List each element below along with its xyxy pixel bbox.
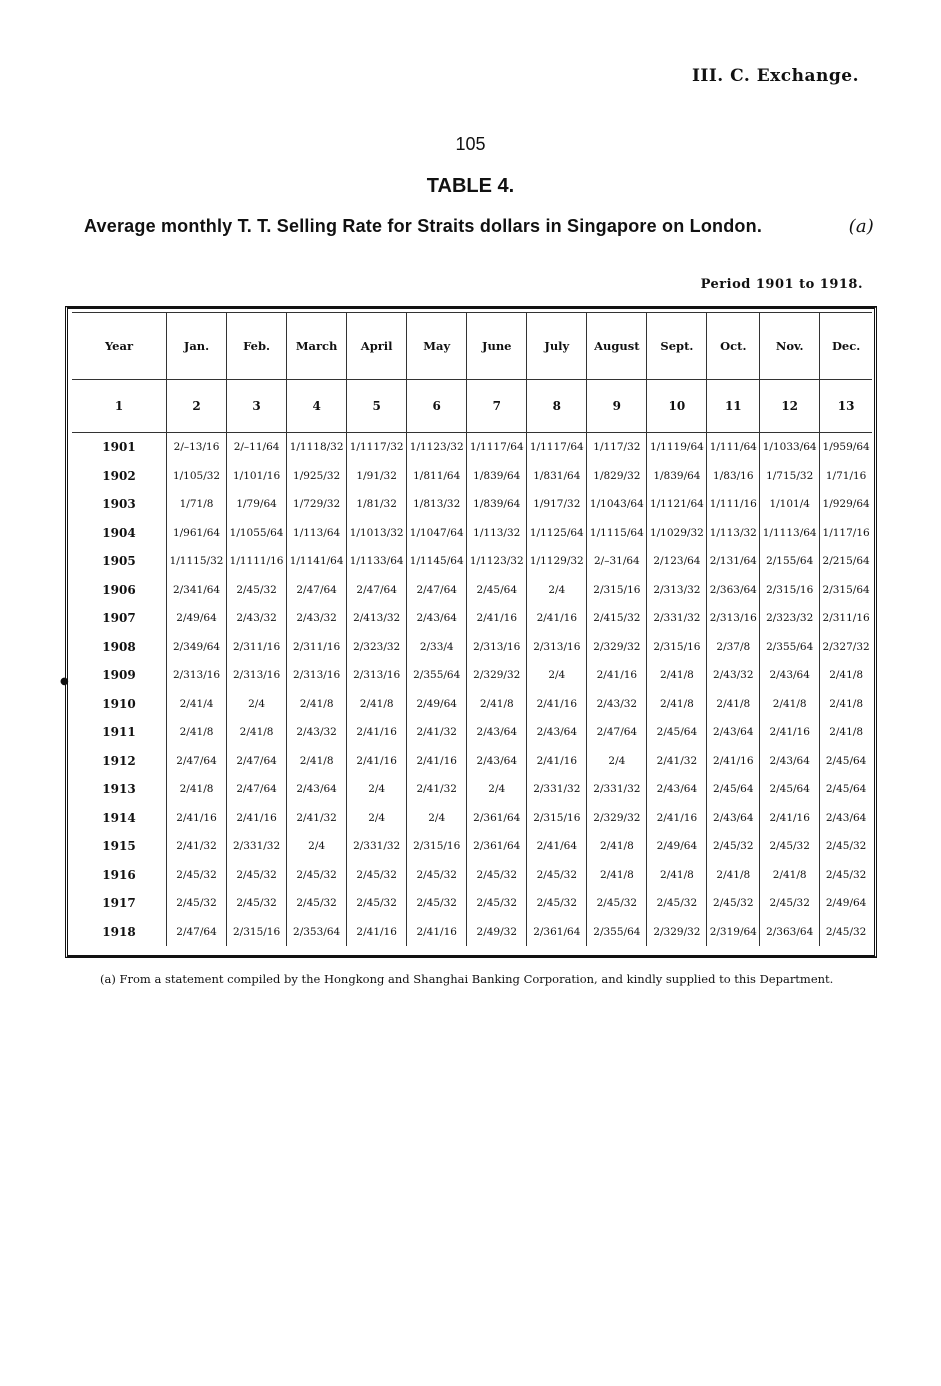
rate-cell: 1/1113/64 — [760, 519, 820, 548]
rate-cell: 2/41/32 — [407, 718, 467, 747]
table-row — [72, 547, 872, 576]
rate-cell: 1/1117/64 — [467, 433, 527, 462]
rate-cell: 2/323/32 — [760, 604, 820, 633]
rate-cell: 2/43/32 — [587, 690, 647, 719]
rate-cell: 2/313/16 — [707, 604, 760, 633]
rate-cell: 2/49/32 — [467, 918, 527, 947]
year-cell: 1904 — [102, 525, 136, 540]
rate-cell: 1/1033/64 — [760, 433, 820, 462]
rate-cell: 2/43/32 — [287, 718, 347, 747]
column-number: 1 — [72, 380, 167, 433]
rate-cell: 1/79/64 — [227, 490, 287, 519]
rate-cell: 2/41/16 — [527, 690, 587, 719]
rate-cell: 2/45/32 — [820, 832, 872, 861]
year-cell: 1905 — [102, 554, 136, 569]
rate-cell: 1/83/16 — [707, 462, 760, 491]
rate-cell: 2/47/64 — [407, 576, 467, 605]
rate-cell: 2/311/16 — [227, 633, 287, 662]
rate-cell: 2/45/64 — [760, 775, 820, 804]
rate-cell: 2/45/32 — [227, 576, 287, 605]
rate-cell: 2/361/64 — [467, 804, 527, 833]
table-row — [72, 690, 872, 719]
table-row — [72, 718, 872, 747]
period-label: Period 1901 to 1918. — [700, 277, 863, 292]
rate-cell: 2/41/8 — [467, 690, 527, 719]
year-cell: 1916 — [102, 867, 136, 882]
table-row — [72, 832, 872, 861]
rate-cell: 2/41/16 — [587, 661, 647, 690]
rate-cell: 2/155/64 — [760, 547, 820, 576]
rate-cell: 2/4 — [527, 661, 587, 690]
rate-cell: 2/49/64 — [820, 889, 872, 918]
rate-cell: 2/45/32 — [467, 861, 527, 890]
rate-cell: 1/917/32 — [527, 490, 587, 519]
rate-cell: 2/45/64 — [647, 718, 707, 747]
rate-cell: 2/41/16 — [347, 747, 407, 776]
column-number: 12 — [760, 380, 820, 433]
rate-cell: 2/41/8 — [820, 690, 872, 719]
year-cell: 1906 — [102, 582, 136, 597]
rate-cell: 2/331/32 — [347, 832, 407, 861]
rate-cell: 1/1029/32 — [647, 519, 707, 548]
year-cell: 1902 — [102, 468, 136, 483]
rate-cell: 2/341/64 — [167, 576, 227, 605]
rate-cell: 2/327/32 — [820, 633, 872, 662]
year-cell: 1913 — [102, 782, 136, 797]
rate-cell: 2/319/64 — [707, 918, 760, 947]
column-number: 5 — [347, 380, 407, 433]
rate-cell: 2/45/32 — [287, 861, 347, 890]
rate-cell: 2/45/32 — [527, 889, 587, 918]
rate-cell: 1/813/32 — [407, 490, 467, 519]
rate-cell: 2/45/32 — [167, 861, 227, 890]
rate-cell: 2/41/16 — [707, 747, 760, 776]
rate-cell: 1/1145/64 — [407, 547, 467, 576]
rate-cell: 2/41/8 — [587, 861, 647, 890]
rate-cell: 2/45/32 — [760, 889, 820, 918]
rate-cell: 2/41/8 — [707, 861, 760, 890]
exchange-rate-table — [72, 312, 872, 946]
rate-cell: 2/41/16 — [647, 804, 707, 833]
column-header-month: Jan. — [167, 313, 227, 380]
rate-cell: 2/131/64 — [707, 547, 760, 576]
rate-cell: 2/311/16 — [820, 604, 872, 633]
rate-cell: 2/43/64 — [760, 747, 820, 776]
table-row — [72, 861, 872, 890]
rate-cell: 1/1121/64 — [647, 490, 707, 519]
rate-cell: 2/43/32 — [287, 604, 347, 633]
rate-cell: 2/41/8 — [820, 718, 872, 747]
rate-cell: 2/45/32 — [407, 861, 467, 890]
rate-cell: 2/41/8 — [707, 690, 760, 719]
rate-cell: 1/1115/32 — [167, 547, 227, 576]
rate-cell: 2/43/64 — [647, 775, 707, 804]
rate-cell: 2/313/16 — [467, 633, 527, 662]
rate-cell: 2/45/64 — [467, 576, 527, 605]
rate-cell: 1/81/32 — [347, 490, 407, 519]
rate-cell: 1/113/32 — [707, 519, 760, 548]
table-row — [72, 747, 872, 776]
rate-cell: 1/829/32 — [587, 462, 647, 491]
rate-cell: 2/215/64 — [820, 547, 872, 576]
rate-cell: 2/313/16 — [287, 661, 347, 690]
rate-cell: 1/101/4 — [760, 490, 820, 519]
rate-cell: 1/71/8 — [167, 490, 227, 519]
rate-cell: 2/41/32 — [407, 775, 467, 804]
rate-cell: 2/313/16 — [527, 633, 587, 662]
rate-cell: 2/329/32 — [647, 918, 707, 947]
rate-cell: 2/43/64 — [760, 661, 820, 690]
rate-cell: 1/111/16 — [707, 490, 760, 519]
rate-cell: 1/831/64 — [527, 462, 587, 491]
rate-cell: 1/117/16 — [820, 519, 872, 548]
rate-cell: 2/41/8 — [347, 690, 407, 719]
rate-cell: 2/45/32 — [587, 889, 647, 918]
column-number: 6 — [407, 380, 467, 433]
rate-cell: 2/41/64 — [527, 832, 587, 861]
rate-cell: 2/45/32 — [820, 918, 872, 947]
rate-cell: 1/1119/64 — [647, 433, 707, 462]
rate-cell: 2/355/64 — [407, 661, 467, 690]
rate-cell: 2/45/32 — [407, 889, 467, 918]
column-header-month: July — [527, 313, 587, 380]
footnote: (a) From a statement compiled by the Hongkong and Shanghai Banking Corporation, and kindly supplied to this Department. — [100, 972, 834, 986]
rate-cell: 2/315/64 — [820, 576, 872, 605]
rate-cell: 1/1118/32 — [287, 433, 347, 462]
rate-cell: 2/4 — [527, 576, 587, 605]
rate-cell: 2/41/8 — [587, 832, 647, 861]
column-number: 7 — [467, 380, 527, 433]
rate-cell: 2/37/8 — [707, 633, 760, 662]
column-number: 9 — [587, 380, 647, 433]
rate-cell: 2/41/16 — [760, 718, 820, 747]
year-cell: 1907 — [102, 611, 136, 626]
table-row — [72, 433, 872, 462]
rate-cell: 1/961/64 — [167, 519, 227, 548]
rate-cell: 2/45/32 — [227, 861, 287, 890]
rate-cell: 2/45/32 — [707, 832, 760, 861]
column-header-month: Sept. — [647, 313, 707, 380]
rate-cell: 2/413/32 — [347, 604, 407, 633]
rate-cell: 2/361/64 — [467, 832, 527, 861]
column-header-month: Nov. — [760, 313, 820, 380]
rate-cell: 2/311/16 — [287, 633, 347, 662]
rate-cell: 1/839/64 — [467, 462, 527, 491]
rate-cell: 1/101/16 — [227, 462, 287, 491]
year-cell: 1901 — [102, 440, 136, 455]
rate-cell: 2/41/16 — [347, 718, 407, 747]
rate-cell: 1/1111/16 — [227, 547, 287, 576]
rate-cell: 2/41/8 — [647, 690, 707, 719]
rate-cell: 2/43/64 — [407, 604, 467, 633]
rate-cell: 1/71/16 — [820, 462, 872, 491]
rate-cell: 2/45/32 — [527, 861, 587, 890]
rate-cell: 2/4 — [467, 775, 527, 804]
rate-cell: 2/313/16 — [167, 661, 227, 690]
footnote-reference: (a) — [848, 216, 874, 237]
rate-cell: 2/349/64 — [167, 633, 227, 662]
rate-cell: 2/41/16 — [760, 804, 820, 833]
table-row — [72, 604, 872, 633]
rate-cell: 1/925/32 — [287, 462, 347, 491]
rate-cell: 2/361/64 — [527, 918, 587, 947]
rate-cell: 2/45/32 — [347, 861, 407, 890]
rate-cell: 2/323/32 — [347, 633, 407, 662]
rate-cell: 2/47/64 — [287, 576, 347, 605]
rate-cell: 2/41/16 — [527, 747, 587, 776]
rate-cell: 2/33/4 — [407, 633, 467, 662]
column-header-month: Oct. — [707, 313, 760, 380]
table-row — [72, 633, 872, 662]
rate-cell: 2/45/32 — [467, 889, 527, 918]
rate-cell: 2/41/16 — [467, 604, 527, 633]
year-cell: 1912 — [102, 753, 136, 768]
column-header-month: Feb. — [227, 313, 287, 380]
rate-cell: 1/1133/64 — [347, 547, 407, 576]
rate-cell: 2/41/8 — [167, 718, 227, 747]
rate-cell: 2/329/32 — [467, 661, 527, 690]
rate-cell: 2/43/32 — [227, 604, 287, 633]
rate-cell: 1/811/64 — [407, 462, 467, 491]
table-subtitle — [84, 216, 874, 237]
rate-cell: 2/43/64 — [707, 804, 760, 833]
rate-cell: 1/1123/32 — [407, 433, 467, 462]
rate-cell: 2/41/8 — [760, 690, 820, 719]
section-header: III. C. Exchange. — [691, 66, 859, 86]
table-row — [72, 804, 872, 833]
rate-cell: 2/353/64 — [287, 918, 347, 947]
column-header-row — [72, 313, 872, 380]
year-cell: 1915 — [102, 839, 136, 854]
table-row — [72, 490, 872, 519]
rate-cell: 2/41/8 — [167, 775, 227, 804]
rate-cell: 2/43/64 — [467, 747, 527, 776]
rate-cell: 2/41/16 — [527, 604, 587, 633]
year-cell: 1903 — [102, 497, 136, 512]
column-header-month: May — [407, 313, 467, 380]
rate-cell: 2/313/32 — [647, 576, 707, 605]
rate-cell: 2/4 — [347, 804, 407, 833]
rate-cell: 2/45/32 — [820, 861, 872, 890]
rate-cell: 2/45/64 — [820, 775, 872, 804]
rate-cell: 2/47/64 — [167, 918, 227, 947]
rate-cell: 2/315/16 — [527, 804, 587, 833]
rate-cell: 2/45/32 — [287, 889, 347, 918]
rate-cell: 2/–11/64 — [227, 433, 287, 462]
column-number: 11 — [707, 380, 760, 433]
rate-cell: 2/45/64 — [820, 747, 872, 776]
rate-cell: 2/45/32 — [347, 889, 407, 918]
rate-cell: 1/715/32 — [760, 462, 820, 491]
rate-cell: 2/41/8 — [287, 690, 347, 719]
rate-cell: 2/313/16 — [347, 661, 407, 690]
year-cell: 1914 — [102, 810, 136, 825]
rate-cell: 1/839/64 — [467, 490, 527, 519]
rate-cell: 2/315/16 — [587, 576, 647, 605]
rate-cell: 1/1117/32 — [347, 433, 407, 462]
rate-cell: 2/41/4 — [167, 690, 227, 719]
rate-cell: 1/113/32 — [467, 519, 527, 548]
rate-cell: 2/43/64 — [287, 775, 347, 804]
table-row — [72, 576, 872, 605]
rate-cell: 1/113/64 — [287, 519, 347, 548]
rate-cell: 2/41/8 — [647, 661, 707, 690]
rate-cell: 2/41/16 — [347, 918, 407, 947]
year-cell: 1910 — [102, 696, 136, 711]
rate-cell: 1/1123/32 — [467, 547, 527, 576]
rate-cell: 2/4 — [347, 775, 407, 804]
rate-cell: 1/1141/64 — [287, 547, 347, 576]
rate-cell: 2/415/32 — [587, 604, 647, 633]
column-number-row — [72, 380, 872, 433]
table-row — [72, 918, 872, 947]
rate-cell: 2/45/64 — [707, 775, 760, 804]
rate-cell: 2/43/32 — [707, 661, 760, 690]
rate-cell: 2/49/64 — [647, 832, 707, 861]
rate-cell: 2/43/64 — [527, 718, 587, 747]
column-number: 10 — [647, 380, 707, 433]
rate-cell: 2/329/32 — [587, 633, 647, 662]
rate-cell: 2/315/16 — [227, 918, 287, 947]
rate-cell: 2/43/64 — [820, 804, 872, 833]
rate-cell: 2/41/16 — [227, 804, 287, 833]
rate-cell: 2/45/32 — [707, 889, 760, 918]
rate-cell: 2/41/32 — [167, 832, 227, 861]
rate-cell: 2/43/64 — [707, 718, 760, 747]
rate-cell: 2/41/16 — [407, 918, 467, 947]
rate-cell: 2/363/64 — [760, 918, 820, 947]
column-header-month: June — [467, 313, 527, 380]
bullet-mark: ● — [60, 676, 69, 687]
year-cell: 1911 — [102, 725, 136, 740]
rate-cell: 2/329/32 — [587, 804, 647, 833]
table-row — [72, 775, 872, 804]
rate-cell: 1/1117/64 — [527, 433, 587, 462]
column-header-month: Dec. — [820, 313, 872, 380]
rate-cell: 2/4 — [407, 804, 467, 833]
rate-cell: 2/4 — [587, 747, 647, 776]
column-header-month: March — [287, 313, 347, 380]
rate-cell: 2/315/16 — [647, 633, 707, 662]
rate-cell: 2/45/32 — [760, 832, 820, 861]
rate-cell: 1/839/64 — [647, 462, 707, 491]
rate-cell: 1/929/64 — [820, 490, 872, 519]
rate-cell: 2/41/8 — [227, 718, 287, 747]
rate-cell: 2/47/64 — [227, 747, 287, 776]
rate-cell: 2/123/64 — [647, 547, 707, 576]
rate-cell: 2/331/32 — [527, 775, 587, 804]
table-row — [72, 462, 872, 491]
rate-cell: 1/111/64 — [707, 433, 760, 462]
table-row — [72, 519, 872, 548]
rate-cell: 1/1129/32 — [527, 547, 587, 576]
table-title: TABLE 4. — [426, 175, 515, 197]
rate-cell: 1/105/32 — [167, 462, 227, 491]
rate-cell: 2/313/16 — [227, 661, 287, 690]
rate-cell: 1/1125/64 — [527, 519, 587, 548]
rate-cell: 2/355/64 — [587, 918, 647, 947]
rate-cell: 2/355/64 — [760, 633, 820, 662]
rate-cell: 2/41/16 — [407, 747, 467, 776]
rate-cell: 2/41/8 — [760, 861, 820, 890]
rate-cell: 2/4 — [287, 832, 347, 861]
column-number: 8 — [527, 380, 587, 433]
table-row — [72, 661, 872, 690]
rate-cell: 2/331/32 — [587, 775, 647, 804]
rate-cell: 2/49/64 — [407, 690, 467, 719]
year-cell: 1918 — [102, 924, 136, 939]
column-header-year: Year — [72, 313, 167, 380]
rate-cell: 2/43/64 — [467, 718, 527, 747]
rate-cell: 2/49/64 — [167, 604, 227, 633]
rate-cell: 2/331/32 — [647, 604, 707, 633]
column-number: 2 — [167, 380, 227, 433]
rate-cell: 2/363/64 — [707, 576, 760, 605]
rate-cell: 2/41/8 — [287, 747, 347, 776]
rate-cell: 2/45/32 — [167, 889, 227, 918]
table-row — [72, 889, 872, 918]
rate-cell: 2/–31/64 — [587, 547, 647, 576]
year-cell: 1909 — [102, 668, 136, 683]
column-number: 4 — [287, 380, 347, 433]
rate-cell: 2/45/32 — [647, 889, 707, 918]
rate-cell: 1/1043/64 — [587, 490, 647, 519]
rate-cell: 1/1047/64 — [407, 519, 467, 548]
subtitle-text: Average monthly T. T. Selling Rate for Straits dollars in Singapore on London. — [84, 216, 763, 236]
rate-cell: 2/331/32 — [227, 832, 287, 861]
year-cell: 1908 — [102, 639, 136, 654]
column-number: 3 — [227, 380, 287, 433]
rate-cell: 2/315/16 — [407, 832, 467, 861]
rate-cell: 1/959/64 — [820, 433, 872, 462]
rate-cell: 1/729/32 — [287, 490, 347, 519]
rate-cell: 2/41/32 — [287, 804, 347, 833]
rate-cell: 1/117/32 — [587, 433, 647, 462]
column-number: 13 — [820, 380, 872, 433]
rate-cell: 2/315/16 — [760, 576, 820, 605]
rate-cell: 2/47/64 — [347, 576, 407, 605]
rate-cell: 2/47/64 — [587, 718, 647, 747]
rate-cell: 1/91/32 — [347, 462, 407, 491]
rate-cell: 1/1013/32 — [347, 519, 407, 548]
rate-cell: 1/1055/64 — [227, 519, 287, 548]
rate-cell: 1/1115/64 — [587, 519, 647, 548]
page-number: 105 — [455, 134, 486, 154]
rate-cell: 2/41/32 — [647, 747, 707, 776]
rate-cell: 2/41/8 — [647, 861, 707, 890]
rate-cell: 2/47/64 — [227, 775, 287, 804]
column-header-month: August — [587, 313, 647, 380]
rate-cell: 2/–13/16 — [167, 433, 227, 462]
rate-cell: 2/45/32 — [227, 889, 287, 918]
rate-cell: 2/41/16 — [167, 804, 227, 833]
rate-cell: 2/47/64 — [167, 747, 227, 776]
rate-cell: 2/4 — [227, 690, 287, 719]
rate-cell: 2/41/8 — [820, 661, 872, 690]
column-header-month: April — [347, 313, 407, 380]
year-cell: 1917 — [102, 896, 136, 911]
